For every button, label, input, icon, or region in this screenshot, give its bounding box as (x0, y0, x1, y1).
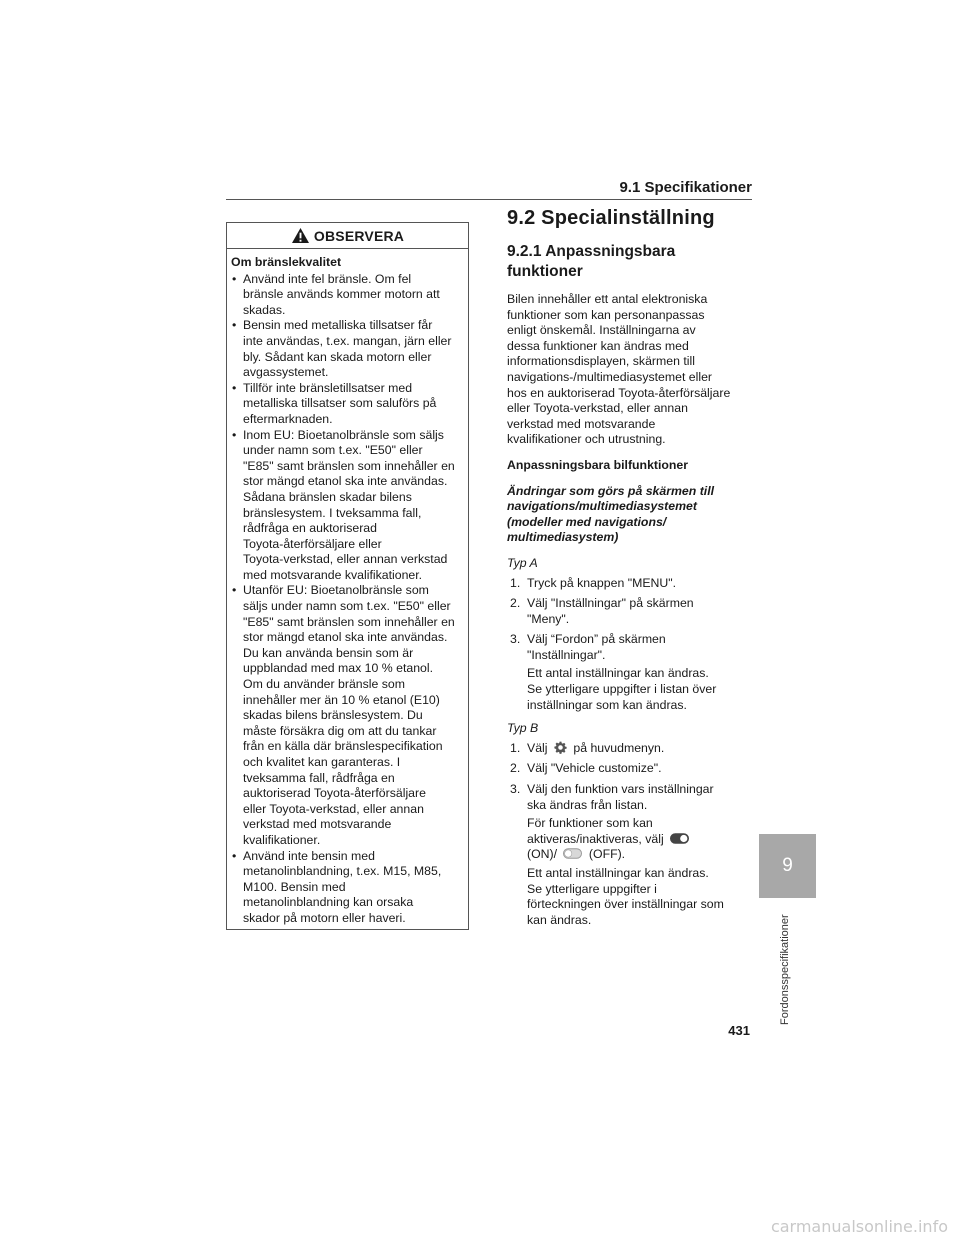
warning-text-line: stor mängd etanol ska inte användas. (243, 474, 448, 489)
warning-text-line: bränsle används kommer motorn att (243, 287, 440, 302)
list-item (231, 849, 468, 927)
warning-body (227, 249, 468, 927)
warning-box (226, 222, 469, 930)
warning-text-line: Du kan använda bensin som är (243, 645, 414, 660)
toggle-on-label: (ON)/ (527, 847, 558, 862)
intro-paragraph (507, 292, 755, 448)
list-item (231, 381, 468, 428)
step-note-text: aktiveras/inaktiveras, välj (527, 831, 664, 846)
step-text: ska ändras från listan. (527, 797, 648, 812)
warning-text-line: • Inom EU: Bioetanolbränsle som säljs (243, 427, 444, 442)
list-item (231, 272, 468, 319)
intro-line: kvalifikationer och utrustning. (507, 432, 666, 447)
list-item (507, 761, 755, 777)
section-heading: 9.2 Specialinställning (507, 207, 715, 229)
warning-text-line: "E85" samt bränslen som innehåller en (243, 614, 455, 629)
warning-text-line: metalliska tillsatser som saluförs på (243, 396, 437, 411)
warning-list (231, 272, 468, 927)
warning-text-line: stor mängd etanol ska inte användas. (243, 630, 448, 645)
italic-heading-line: (modeller med navigations/ (507, 514, 667, 529)
warning-text-line: Sådana bränslen skadar bilens (243, 489, 412, 504)
step-text: "Meny". (527, 611, 570, 626)
step-text: Välj "Vehicle customize". (527, 761, 662, 776)
step-number: 1. (510, 740, 521, 755)
warning-text-line: Toyota-återförsäljare eller (243, 536, 382, 551)
list-item (231, 583, 468, 848)
step-text: Välj den funktion vars inställningar (527, 782, 714, 797)
type-a-label: Typ A (507, 555, 538, 570)
step-number: 1. (510, 575, 521, 590)
warning-subtitle: Om bränslekvalitet (231, 255, 342, 269)
italic-heading (507, 484, 755, 546)
warning-text-line: rådfråga en auktoriserad (243, 521, 377, 536)
intro-line: hos en auktoriserad Toyota-återförsäljare (507, 385, 731, 400)
warning-text-line: eftermarknaden. (243, 411, 333, 426)
warning-text-line: metanolinblandning, t.ex. M15, M85, (243, 864, 442, 879)
intro-line: dessa funktioner kan ändras med (507, 338, 689, 353)
warning-text-line: bly. Sådant kan skada motorn eller (243, 349, 432, 364)
step-text: Välj “Fordon” på skärmen (527, 632, 666, 647)
warning-text-line: • Tillför inte bränsletillsatser med (243, 380, 413, 395)
subsection-heading-line2: funktioner (507, 263, 583, 280)
warning-text-line: • Utanför EU: Bioetanolbränsle som (243, 583, 429, 598)
step-text: Välj (527, 740, 548, 755)
warning-text-line: inte användas, t.ex. mangan, järn eller (243, 333, 452, 348)
list-item (507, 782, 755, 928)
step-note-line: Ett antal inställningar kan ändras. (527, 866, 709, 880)
step-note-line: Ett antal inställningar kan ändras. (527, 666, 709, 681)
step-text: "Inställningar". (527, 647, 606, 662)
step-number: 2. (510, 596, 521, 611)
warning-text-line: måste försäkra dig om att du tankar (243, 723, 437, 738)
warning-text-line: uppblandad med max 10 % etanol. (243, 661, 434, 676)
warning-text-line: skadas bilens bränslesystem. Du (243, 708, 423, 723)
warning-text-line: under namn som t.ex. "E50" eller (243, 443, 423, 458)
step-number: 2. (510, 761, 521, 776)
warning-triangle-icon (291, 227, 310, 244)
step-note (527, 666, 755, 713)
warning-text-line: säljs under namn som t.ex. "E50" eller (243, 599, 451, 614)
warning-text-line: M100. Bensin med (243, 879, 346, 894)
list-item (231, 318, 468, 380)
warning-text-line: skadas. (243, 302, 286, 317)
header-rule (226, 199, 752, 200)
subsection-heading-line1: 9.2.1 Anpassningsbara (507, 243, 676, 260)
warning-text-line: Om du använder bränsle som (243, 677, 405, 692)
italic-heading-line: multimediasystem) (507, 530, 619, 545)
intro-line: funktioner som kan personanpassas (507, 307, 705, 322)
warning-text-line: Toyota-verkstad, eller annan verkstad (243, 552, 448, 567)
bold-heading: Anpassningsbara bilfunktioner (507, 457, 689, 472)
warning-text-line: • Bensin med metalliska tillsatser får (243, 318, 433, 333)
step-note-line: kan ändras. (527, 912, 592, 927)
list-item (507, 741, 755, 757)
watermark: carmanualsonline.info (770, 1217, 948, 1236)
chapter-tab (759, 834, 816, 898)
step-note-line: Se ytterligare uppgifter i (527, 881, 657, 896)
gear-icon (554, 741, 567, 754)
warning-title: OBSERVERA (313, 227, 405, 244)
step-number: 3. (510, 782, 521, 797)
warning-text-line: tveksamma fall, rådfråga en (243, 770, 395, 785)
step-number: 3. (510, 632, 521, 647)
warning-text-line: • Använd inte fel bränsle. Om fel (243, 271, 412, 286)
list-item (231, 428, 468, 584)
italic-heading-line: navigations/multimediasystemet (507, 499, 697, 514)
intro-line: verkstad med motsvarande (507, 416, 656, 431)
content-column (507, 207, 755, 936)
intro-line: eller Toyota-verkstad, eller annan (507, 401, 688, 416)
list-item (507, 632, 755, 713)
warning-text-line: från en källa där bränslespecifikation (243, 739, 443, 754)
step-text: på huvudmenyn. (573, 740, 665, 755)
intro-line: Bilen innehåller ett antal elektroniska (507, 292, 708, 306)
warning-text-line: innehåller mer än 10 % etanol (E10) (243, 692, 440, 707)
step-note-line: förteckningen över inställningar som (527, 897, 724, 912)
type-b-label: Typ B (507, 721, 539, 736)
warning-text-line: verkstad med motsvarande (243, 817, 392, 832)
step-note (527, 816, 755, 863)
toggle-on-icon (670, 833, 689, 844)
intro-line: enligt önskemål. Inställningarna av (507, 323, 696, 338)
type-b-steps (507, 741, 755, 929)
italic-heading-line: Ändringar som görs på skärmen till (507, 483, 715, 498)
chapter-number: 9 (782, 855, 793, 876)
warning-text-line: kvalifikationer. (243, 832, 321, 847)
warning-text-line: eller Toyota-verkstad, eller annan (243, 801, 424, 816)
warning-text-line: och kvalitet kan garanteras. I (243, 755, 401, 769)
step-text: Tryck på knappen "MENU". (527, 575, 677, 590)
list-item (507, 596, 755, 627)
step-note-line: Se ytterligare uppgifter i listan över (527, 682, 717, 697)
step-text: Välj "Inställningar" på skärmen (527, 596, 694, 611)
step-note (527, 866, 755, 928)
header-title: 9.1 Specifikationer (619, 179, 752, 196)
warning-text-line: "E85" samt bränslen som innehåller en (243, 458, 455, 473)
warning-text-line: bränslesystem. I tveksamma fall, (243, 505, 422, 520)
warning-header (227, 223, 468, 249)
list-item (507, 576, 755, 592)
intro-line: informationsdisplayen, skärmen till (507, 354, 695, 369)
toggle-off-label: (OFF). (588, 847, 626, 862)
warning-text-line: auktoriserad Toyota-återförsäljare (243, 786, 426, 801)
warning-text-line: avgassystemet. (243, 365, 329, 380)
step-note-line: inställningar som kan ändras. (527, 697, 687, 712)
toggle-off-icon (563, 848, 582, 859)
intro-line: navigations-/multimediasystemet eller (507, 369, 713, 384)
chapter-label: Fordonsspecifikationer (779, 914, 791, 1025)
warning-text-line: skador på motorn eller haveri. (243, 910, 406, 925)
page-number: 431 (728, 1023, 750, 1038)
warning-text-line: • Använd inte bensin med (243, 848, 375, 863)
subsection-heading (507, 242, 755, 282)
warning-text-line: metanolinblandning kan orsaka (243, 895, 414, 910)
warning-text-line: med motsvarande kvalifikationer. (243, 567, 423, 582)
type-a-steps (507, 576, 755, 714)
step-note-text: För funktioner som kan (527, 816, 653, 831)
